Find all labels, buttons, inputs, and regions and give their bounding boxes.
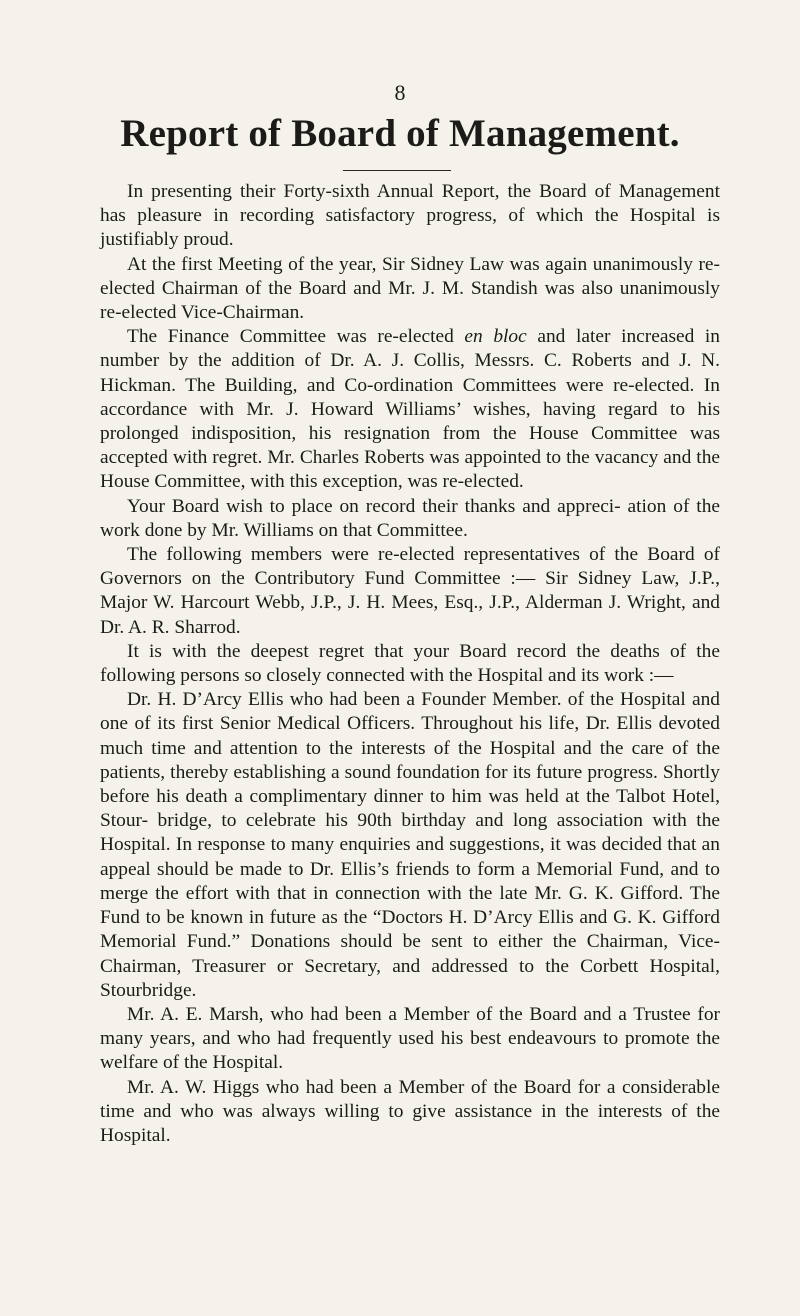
paragraph-committees <box>100 325 720 494</box>
title-divider <box>343 170 451 171</box>
paragraph-thanks: Your Board wish to place on record their thanks and appreci- ation of the work done by Mr. Williams on that Committee. <box>100 495 720 541</box>
paragraph-dr-ellis: Dr. H. D’Arcy Ellis who had been a Founder Member. of the Hospital and one of its first Senior Medical Officers. Throughout his life, Dr. Ellis devoted much time and attention to the interests of the Hospital and the care of the patients, thereby establishing a sound foundation for its future progress. Shortly before his death a complimentary dinner to him was held at the Talbot Hotel, Stour- bridge, to celebrate his 90th birthday and long association with the Hospital. In response to many enquiries and suggestions, it was decided that an appeal should be made to Dr. Ellis’s friends to form a Memorial Fund, and to merge the effort with that in connection with the late Mr. G. K. Gifford. The Fund to be known in future as the “Doctors H. D’Arcy Ellis and G. K. Gifford Memorial Fund.” Donations should be sent to either the Chairman, Vice-Chairman, Treasurer or Secretary, and addressed to the Corbett Hospital, Stourbridge. <box>100 689 720 1001</box>
paragraph-chairman-election: At the first Meeting of the year, Sir Sidney Law was again unanimously re-elected Chairman of the Board and Mr. J. M. Standish was also unanimously re-elected Vice-Chairman. <box>100 253 720 324</box>
report-body <box>100 180 720 1148</box>
paragraph-mr-marsh: Mr. A. E. Marsh, who had been a Member of the Board and a Trustee for many years, and who had frequently used his best endeavours to promote the welfare of the Hospital. <box>100 1003 720 1074</box>
paragraph-opening: In presenting their Forty-sixth Annual Report, the Board of Management has pleasure in recording satisfactory progress, of which the Hospital is justifiably proud. <box>100 181 720 251</box>
page-number: 8 <box>394 80 406 105</box>
paragraph-mr-higgs: Mr. A. W. Higgs who had been a Member of the Board for a considerable time and who was always willing to give assistance in the interests of the Hospital. <box>100 1076 720 1146</box>
paragraph-committees-before: The Finance Committee was re-elected <box>127 326 465 348</box>
paragraph-committees-italic: en bloc <box>464 326 527 348</box>
page-title: Report of Board of Management. <box>120 112 680 155</box>
paragraph-deaths-intro: It is with the deepest regret that your Board record the deaths of the following persons so closely connected with the Hospital and its work :— <box>100 640 720 687</box>
paragraph-representatives: The following members were re-elected representatives of the Board of Governors on the Contributory Fund Committee :— Sir Sidney Law, J.P., Major W. Harcourt Webb, J.P., J. H. Mees, Esq., J.P., Alderman J. Wright, and Dr. A. R. Sharrod. <box>100 544 720 638</box>
paragraph-committees-after: and later increased in number by the addition of Dr. A. J. Collis, Messrs. C. Roberts and J. N. Hickman. The Building, and Co-ordination Committees were re-elected. In accordance with Mr. J. Howard Williams’ wishes, having regard to his prolonged indisposition, his resignation from the House Committee was accepted with regret. Mr. Charles Roberts was appointed to the vacancy and the House Committee, with this exception, was re-elected. <box>100 326 720 493</box>
